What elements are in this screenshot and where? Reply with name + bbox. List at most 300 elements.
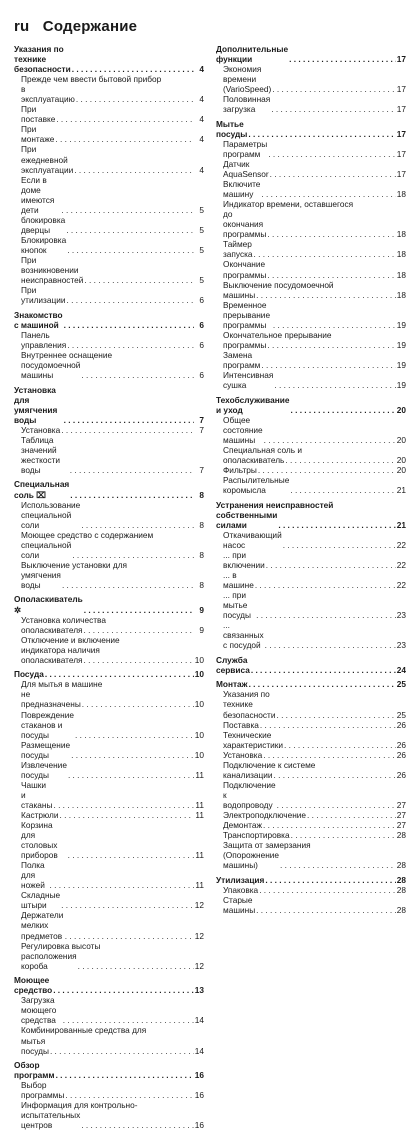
- toc-page-number: 14: [194, 1045, 204, 1056]
- toc-page-number: 25: [396, 709, 406, 720]
- dot-leader: [72, 550, 194, 560]
- toc-entry-title: Выбор программы: [21, 1080, 65, 1101]
- toc-entry-title: При утилизации: [21, 285, 66, 306]
- toc-page-number: 10: [194, 669, 204, 680]
- dot-leader: [68, 770, 194, 780]
- dot-leader: [259, 885, 396, 895]
- toc-page-number: 8: [199, 579, 204, 590]
- toc-entry-title: Размещение посуды: [21, 739, 71, 760]
- toc-subsection-entry: [216, 620, 406, 650]
- toc-subsection-entry: [14, 435, 204, 475]
- toc-entry-title: Отключение и включение: [21, 634, 120, 645]
- toc-entry-title: ополаскиватель: [223, 454, 285, 465]
- toc-entry-title: ополаскивателя: [21, 654, 83, 665]
- toc-page-number: 22: [396, 579, 406, 590]
- dot-leader: [256, 290, 396, 300]
- toc-subsection-entry: [216, 820, 406, 830]
- toc-subsection-entry: [14, 689, 204, 709]
- dot-leader: [268, 149, 396, 159]
- toc-entry-title: Упаковка: [223, 884, 259, 895]
- toc-page-number: 8: [199, 549, 204, 560]
- toc-page-number: 17: [396, 128, 406, 139]
- toc-section-entry: [216, 500, 406, 510]
- toc-entry-title: Держатели мелких предметов: [21, 910, 64, 941]
- toc-entry-title: Старые машины: [223, 894, 256, 915]
- dot-leader: [273, 320, 396, 330]
- toc-subsection-entry: [216, 840, 406, 850]
- toc-subsection-entry: [14, 710, 204, 740]
- toc-subsection-entry: [216, 770, 406, 780]
- toc-entry-title: Складные штыри: [21, 890, 61, 911]
- toc-page-number: 28: [396, 904, 406, 915]
- dot-leader: [270, 169, 396, 179]
- toc-page-number: 6: [199, 319, 204, 330]
- toc-entry-title: расположения короба: [21, 950, 77, 971]
- toc-entry-title: Моющее средство с содержанием: [21, 529, 154, 540]
- toc-entry-title: ... при включении: [223, 549, 265, 570]
- toc-subsection-entry: [14, 810, 204, 820]
- toc-page-number: 10: [194, 729, 204, 740]
- toc-subsection-entry: [14, 625, 204, 635]
- toc-entry-title: Поставка: [223, 719, 259, 730]
- toc-section-entry: [14, 669, 204, 679]
- toc-page-number: 4: [199, 134, 204, 145]
- toc-column-right: [216, 44, 406, 915]
- dot-leader: [81, 520, 194, 530]
- dot-leader: [62, 580, 194, 590]
- toc-page-number: 18: [396, 269, 406, 280]
- dot-leader: [266, 560, 396, 570]
- toc-page-number: 24: [396, 664, 406, 675]
- toc-page-number: 17: [396, 148, 406, 159]
- toc-entry-title: индикатора наличия: [21, 644, 100, 655]
- toc-entry-title: Электроподключение: [223, 809, 307, 820]
- toc-page-number: 20: [396, 464, 406, 475]
- dot-leader: [56, 1070, 194, 1080]
- toc-entry-title: При монтаже: [21, 124, 55, 145]
- toc-subsection-entry: [216, 570, 406, 590]
- dot-leader: [289, 54, 396, 64]
- toc-page-number: 5: [199, 275, 204, 286]
- toc-section-entry: [216, 655, 406, 675]
- toc-page-number: 23: [396, 640, 406, 651]
- dot-leader: [251, 665, 396, 675]
- dot-leader: [285, 455, 395, 465]
- toc-entry-title: Указания по технике безопасности: [223, 689, 276, 720]
- dot-leader: [71, 750, 194, 760]
- dot-leader: [56, 114, 194, 124]
- toc-subsection-entry: [14, 124, 204, 144]
- dot-leader: [255, 580, 396, 590]
- toc-entry-title: Использование специальной соли: [21, 499, 81, 530]
- toc-subsection-entry: [216, 780, 406, 810]
- toc-page-number: 20: [396, 434, 406, 445]
- toc-page-number: 4: [199, 94, 204, 105]
- dot-leader: [63, 1015, 194, 1025]
- page-title: Содержание: [42, 18, 138, 35]
- toc-subsection-entry: [14, 740, 204, 760]
- toc-entry-title: Датчик AquaSensor: [223, 159, 269, 180]
- toc-header: [14, 18, 137, 35]
- toc-page-number: 22: [396, 559, 406, 570]
- toc-entry-title: Включите машину: [223, 179, 261, 200]
- toc-entry-title: Установка: [21, 424, 61, 435]
- language-code: ru: [14, 18, 30, 35]
- toc-subsection-entry: [14, 860, 204, 890]
- toc-entry-title: Загрузка моющего средства: [21, 995, 57, 1026]
- dot-leader: [284, 740, 396, 750]
- toc-entry-title: При поставке: [21, 104, 56, 125]
- toc-page-number: 6: [199, 370, 204, 380]
- dot-leader: [67, 245, 194, 255]
- toc-page-number: 9: [199, 624, 204, 635]
- toc-section-entry: [14, 310, 204, 330]
- toc-subsection-entry: [216, 445, 406, 455]
- toc-subsection-entry: [216, 850, 406, 870]
- toc-section-entry: [216, 395, 406, 415]
- dot-leader: [283, 540, 396, 550]
- toc-subsection-entry: [216, 330, 406, 340]
- toc-entry-title: При возникновении неисправностей: [21, 254, 84, 286]
- toc-section-entry: [216, 875, 406, 885]
- toc-subsection-entry: [14, 104, 204, 124]
- toc-entry-title: Общее состояние машины: [223, 414, 263, 445]
- dot-leader: [61, 425, 194, 435]
- toc-page-number: 11: [195, 880, 204, 891]
- toc-entry-title: посудомоечной машины: [21, 359, 81, 380]
- dot-leader: [67, 340, 194, 350]
- dot-leader: [75, 730, 194, 740]
- toc-subsection-entry: [14, 360, 204, 380]
- dot-leader: [53, 800, 194, 810]
- toc-page-number: 13: [194, 985, 204, 996]
- dot-leader: [50, 880, 194, 890]
- dot-leader: [263, 750, 396, 760]
- toc-subsection-entry: [14, 235, 204, 255]
- dot-leader: [74, 165, 194, 175]
- dot-leader: [261, 189, 395, 199]
- toc-subsection-entry: [216, 290, 406, 300]
- toc-subsection-entry: [14, 570, 204, 590]
- toc-subsection-entry: [14, 760, 204, 780]
- toc-entry-title: специальной соли: [21, 539, 72, 560]
- toc-subsection-entry: [216, 415, 406, 445]
- dot-leader: [70, 465, 194, 475]
- toc-page-number: 4: [199, 164, 204, 175]
- toc-page-number: 18: [396, 289, 406, 300]
- dot-leader: [84, 275, 194, 285]
- toc-entry-title: Экономия времени (VarioSpeed): [223, 64, 272, 95]
- toc-page-number: 10: [194, 699, 204, 710]
- toc-subsection-entry: [14, 84, 204, 104]
- toc-page-number: 23: [396, 610, 406, 621]
- toc-subsection-entry: [216, 64, 406, 94]
- toc-subsection-entry: [14, 330, 204, 350]
- toc-subsection-entry: [216, 550, 406, 570]
- toc-page-number: 26: [396, 719, 406, 730]
- dot-leader: [265, 640, 396, 650]
- toc-subsection-entry: [14, 910, 204, 940]
- dot-leader: [82, 699, 194, 709]
- toc-subsection-entry: [216, 340, 406, 350]
- dot-leader: [64, 415, 194, 425]
- dot-leader: [280, 860, 396, 870]
- toc-subsection-entry: [216, 209, 406, 239]
- toc-entry-title: Служба сервиса: [216, 654, 250, 675]
- toc-section-entry: [14, 1060, 204, 1080]
- dot-leader: [60, 810, 194, 820]
- toc-entry-title: Повреждение стаканов и посуды: [21, 709, 74, 740]
- dot-leader: [254, 249, 396, 259]
- toc-entry-title: канализации: [223, 769, 273, 780]
- toc-subsection-entry: [216, 475, 406, 495]
- toc-subsection-entry: [14, 635, 204, 645]
- toc-page-number: 5: [199, 204, 204, 215]
- dot-leader: [50, 1046, 194, 1056]
- toc-section-entry: [14, 385, 204, 425]
- toc-subsection-entry: [216, 350, 406, 370]
- dot-leader: [277, 800, 396, 810]
- toc-subsection-entry: [216, 760, 406, 770]
- toc-page-number: 8: [199, 489, 204, 500]
- toc-entry-title: до окончания программы: [223, 209, 267, 240]
- toc-entry-title: (Опорожнение машины): [223, 850, 280, 871]
- toc-subsection-entry: [14, 530, 204, 540]
- toc-entry-title: Защита от замерзания: [223, 840, 311, 851]
- toc-subsection-entry: [216, 465, 406, 475]
- toc-subsection-entry: [14, 215, 204, 235]
- toc-page-number: 27: [396, 820, 406, 831]
- toc-page-number: 16: [194, 1120, 204, 1130]
- toc-subsection-entry: [216, 530, 406, 550]
- dot-leader: [274, 770, 396, 780]
- toc-page-number: 14: [194, 1015, 204, 1026]
- toc-entry-title: При ежедневной эксплуатации: [21, 144, 74, 175]
- toc-entry-title: Подключение к водопроводу: [223, 779, 276, 810]
- toc-entry-title: ... связанных с посудой: [223, 620, 264, 651]
- toc-entry-title: Обзор программ: [14, 1060, 55, 1081]
- toc-entry-title: Специальная соль и: [223, 444, 303, 455]
- toc-subsection-entry: [14, 1025, 204, 1035]
- dot-leader: [76, 94, 194, 104]
- toc-entry-title: Выключение установки для: [21, 559, 128, 570]
- toc-section-entry: [216, 119, 406, 139]
- toc-page-number: 19: [396, 359, 406, 370]
- toc-entry-title: Демонтаж: [223, 820, 263, 831]
- toc-entry-title: Прежде чем ввести бытовой прибор: [21, 74, 162, 85]
- toc-page-number: 28: [396, 830, 406, 841]
- toc-entry-title: Половинная загрузка: [223, 94, 271, 115]
- toc-subsection-entry: [216, 300, 406, 330]
- toc-entry-title: блокировка дверцы: [21, 214, 66, 235]
- toc-entry-title: Замена программ: [223, 349, 261, 370]
- toc-subsection-entry: [14, 255, 204, 285]
- toc-subsection-entry: [14, 951, 204, 971]
- dot-leader: [276, 710, 395, 720]
- toc-entry-title: Таблица значений жесткости воды: [21, 434, 61, 475]
- toc-page-number: 26: [396, 769, 406, 780]
- toc-subsection-entry: [14, 560, 204, 570]
- toc-page-number: 27: [396, 799, 406, 810]
- toc-entry-title: Установка: [223, 749, 263, 760]
- toc-entry-title: Указания по технике безопасности: [14, 44, 71, 75]
- toc-entry-title: ополаскивателя: [21, 624, 83, 635]
- toc-entry-title: Для мытья в машине: [21, 679, 103, 690]
- toc-page-number: 7: [199, 424, 204, 435]
- toc-subsection-entry: [216, 895, 406, 915]
- dot-leader: [84, 605, 194, 615]
- toc-subsection-entry: [216, 810, 406, 820]
- toc-page-number: 26: [396, 739, 406, 750]
- dot-leader: [267, 340, 395, 350]
- toc-page-number: 12: [194, 930, 204, 941]
- toc-section-entry: [14, 975, 204, 995]
- dot-leader: [267, 270, 395, 280]
- toc-entry-title: ... в машине: [223, 569, 254, 590]
- toc-page-number: 27: [396, 809, 406, 820]
- toc-subsection-entry: [14, 1080, 204, 1100]
- toc-page-number: 11: [195, 850, 204, 861]
- toc-entry-title: Фильтры: [223, 464, 257, 475]
- dot-leader: [78, 961, 194, 971]
- toc-entry-title: Знакомство с машиной: [14, 309, 63, 330]
- toc-subsection-entry: [216, 455, 406, 465]
- toc-entry-title: Установка количества: [21, 614, 106, 625]
- toc-entry-title: Извлечение посуды: [21, 759, 67, 780]
- toc-entry-title: в эксплуатацию: [21, 84, 75, 105]
- toc-entry-title: ... при мытье посуды: [223, 589, 251, 621]
- dot-leader: [45, 669, 194, 679]
- dot-leader: [272, 84, 396, 94]
- toc-page-number: 17: [396, 169, 406, 180]
- toc-page-number: 25: [396, 679, 406, 690]
- toc-section-entry: [14, 594, 204, 614]
- toc-subsection-entry: [216, 159, 406, 179]
- toc-subsection-entry: [216, 280, 406, 290]
- dot-leader: [260, 720, 396, 730]
- toc-entry-title: Панель управления: [21, 329, 67, 350]
- toc-entry-title: Временное прерывание программы: [223, 299, 271, 330]
- toc-subsection-entry: [216, 730, 406, 750]
- toc-entry-title: Техобслуживание и уход: [216, 394, 290, 415]
- toc-page-number: 16: [194, 1070, 204, 1081]
- toc-entry-title: Устранения неисправностей: [216, 499, 334, 510]
- dot-leader: [65, 1090, 193, 1100]
- dot-leader: [258, 465, 396, 475]
- toc-page-number: 18: [396, 249, 406, 260]
- toc-page-number: 20: [396, 454, 406, 465]
- toc-section-entry: [216, 44, 406, 64]
- dot-leader: [256, 610, 396, 620]
- toc-page-number: 6: [199, 295, 204, 306]
- toc-entry-title: Подключение к системе: [223, 759, 316, 770]
- toc-subsection-entry: [216, 139, 406, 159]
- toc-subsection-entry: [14, 74, 204, 84]
- toc-subsection-entry: [14, 820, 204, 860]
- toc-section-entry: [216, 510, 406, 530]
- toc-subsection-entry: [14, 144, 204, 174]
- toc-subsection-entry: [14, 500, 204, 530]
- dot-leader: [290, 405, 395, 415]
- dot-leader: [264, 435, 396, 445]
- toc-subsection-entry: [14, 615, 204, 625]
- toc-entry-title: Таймер запуска: [223, 239, 253, 260]
- toc-entry-title: Кастрюли: [21, 809, 59, 820]
- toc-subsection-entry: [216, 720, 406, 730]
- toc-page-number: 20: [396, 404, 406, 415]
- toc-entry-title: Окончание программы: [223, 259, 267, 280]
- toc-section-entry: [216, 679, 406, 689]
- toc-subsection-entry: [216, 259, 406, 279]
- toc-page-number: 21: [396, 485, 406, 496]
- toc-page-number: 11: [195, 769, 204, 780]
- toc-page-number: 28: [396, 884, 406, 895]
- toc-subsection-entry: [216, 885, 406, 895]
- toc-entry-title: собственными силами: [216, 509, 278, 530]
- dot-leader: [265, 875, 395, 885]
- toc-entry-title: Полка для ножей: [21, 860, 45, 891]
- toc-subsection-entry: [14, 285, 204, 305]
- toc-subsection-entry: [216, 590, 406, 620]
- toc-entry-title: Монтаж: [216, 679, 248, 690]
- toc-entry-title: Параметры программ: [223, 138, 268, 159]
- toc-entry-title: Индикатор времени, оставшегося: [223, 199, 354, 210]
- dot-leader: [290, 485, 395, 495]
- toc-entry-title: Посуда: [14, 669, 44, 680]
- toc-entry-title: Технические характеристики: [223, 729, 284, 750]
- toc-subsection-entry: [216, 199, 406, 209]
- toc-entry-title: Распылительные коромысла: [223, 474, 290, 496]
- toc-subsection-entry: [14, 645, 204, 655]
- toc-page-number: 19: [396, 380, 406, 391]
- toc-subsection-entry: [14, 175, 204, 215]
- toc-page-number: 19: [396, 339, 406, 350]
- toc-subsection-entry: [14, 679, 204, 689]
- toc-entry-title: Моющее средство: [14, 975, 53, 996]
- dot-leader: [72, 64, 194, 74]
- toc-subsection-entry: [14, 350, 204, 360]
- toc-entry-title: Внутреннее оснащение: [21, 349, 113, 360]
- toc-page-number: 21: [396, 519, 406, 530]
- toc-entry-title: Комбинированные средства для: [21, 1025, 147, 1036]
- toc-subsection-entry: [216, 689, 406, 719]
- toc-entry-title: Дополнительные функции: [216, 44, 289, 65]
- toc-page-number: 17: [396, 84, 406, 95]
- toc-page-number: 28: [396, 860, 406, 871]
- toc-entry-title: Выключение посудомоечной: [223, 279, 334, 290]
- toc-subsection-entry: [14, 995, 204, 1025]
- dot-leader: [307, 810, 396, 820]
- toc-page-number: 18: [396, 189, 406, 200]
- toc-page-number: 19: [396, 319, 406, 330]
- toc-page-number: 5: [199, 224, 204, 235]
- toc-subsection-entry: [14, 890, 204, 910]
- toc-page-number: 26: [396, 749, 406, 760]
- dot-leader: [291, 830, 396, 840]
- toc-page-number: 11: [195, 799, 204, 810]
- dot-leader: [271, 104, 396, 114]
- toc-entry-title: Блокировка кнопок: [21, 234, 67, 255]
- toc-page-number: 7: [199, 414, 204, 425]
- toc-entry-title: Регулировка высоты: [21, 940, 101, 951]
- toc-entry-title: испытательных центров: [21, 1110, 81, 1130]
- dot-leader: [61, 205, 194, 215]
- dot-leader: [53, 985, 194, 995]
- toc-subsection-entry: [216, 94, 406, 114]
- toc-page-number: 10: [194, 654, 204, 665]
- dot-leader: [66, 225, 194, 235]
- dot-leader: [278, 520, 395, 530]
